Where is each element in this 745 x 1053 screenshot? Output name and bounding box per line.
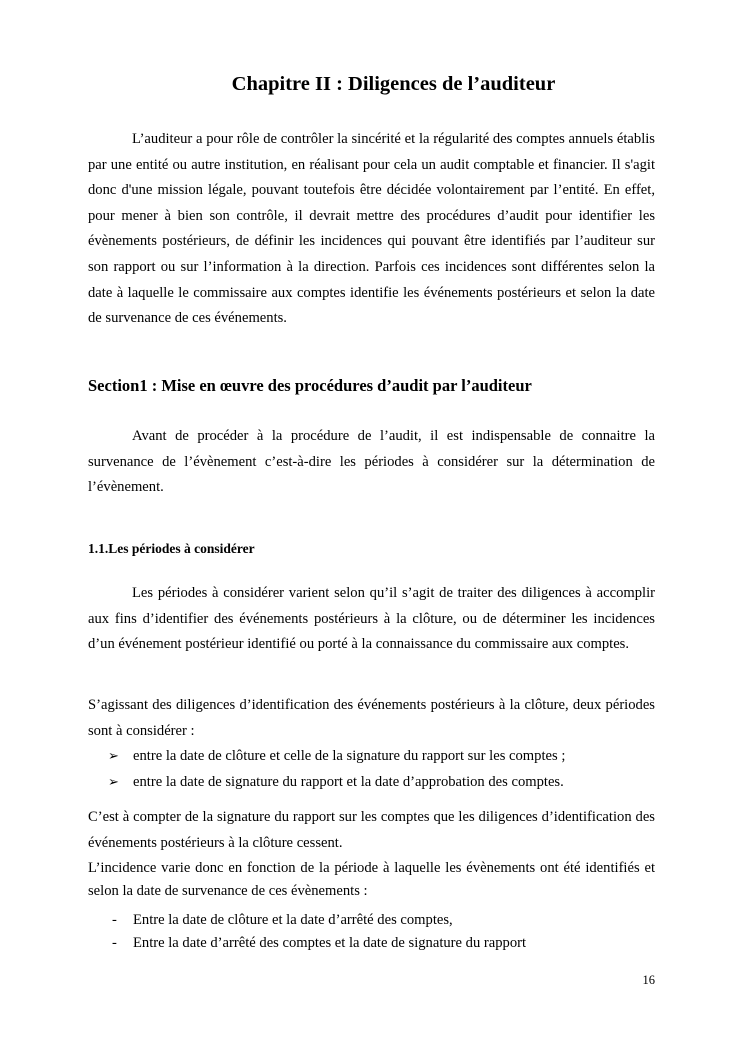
list-item (88, 744, 655, 770)
cessation-paragraph: C’est à compter de la signature du rapport sur les comptes que les diligences d’identification des événements postérieurs à la clôture cessent. (88, 809, 655, 851)
list-item (88, 770, 655, 796)
list-item (88, 909, 655, 932)
chapter-title: Chapitre II : Diligences de l’auditeur (231, 73, 556, 95)
list-item (88, 932, 655, 955)
dash-list (88, 909, 655, 954)
arrow-bullet-icon: ➢ (108, 774, 119, 790)
arrow-list (88, 744, 655, 795)
subsection-heading: 1.1.Les périodes à considérer (88, 541, 255, 556)
dash-bullet-icon: - (112, 912, 117, 928)
list-item-text: Entre la date de clôture et la date d’arrêté des comptes, (133, 912, 453, 928)
arrow-bullet-icon: ➢ (108, 749, 119, 764)
identification-paragraph: S’agissant des diligences d’identification des événements postérieurs à la clôture, deux périodes sont à considérer : (88, 697, 655, 739)
intro-paragraph: L’auditeur a pour rôle de contrôler la sincérité et la régularité des comptes annuels établis par une entité ou autre institution, en réalisant pour cela un audit comptable et financier. Il s'agit donc d'une mission légale, pouvant toutefois être décidée volontairement par l’entité. En effet, pour mener à bien son contrôle, il devrait mettre des procédures d’audit pour identifier les évènements postérieurs, de définir les incidences qui pouvant être identifiés par l’auditeur sur son rapport ou sur l’information à la direction. Parfois ces incidences sont différentes selon la date à laquelle le commissaire aux comptes identifie les événements postérieurs et selon la date de survenance de ces événements. (88, 131, 655, 327)
section-heading: Section1 : Mise en œuvre des procédures d’audit par l’auditeur (88, 376, 532, 395)
incidence-paragraph: L’incidence varie donc en fonction de la période à laquelle les évènements ont été identifiés et selon la date de survenance de ces évènements : (88, 860, 655, 899)
list-item-text: entre la date de clôture et celle de la signature du rapport sur les comptes ; (133, 748, 566, 764)
section-paragraph: Avant de procéder à la procédure de l’audit, il est indispensable de connaitre la survenance de l’évènement c’est-à-dire les périodes à considérer sur la détermination de l’évènement. (88, 428, 655, 496)
list-item-text: entre la date de signature du rapport et la date d’approbation des comptes. (133, 773, 564, 790)
page-number: 16 (642, 973, 655, 987)
list-item-text: Entre la date d’arrêté des comptes et la date de signature du rapport (133, 934, 527, 951)
dash-bullet-icon: - (112, 934, 117, 951)
subsection-paragraph: Les périodes à considérer varient selon qu’il s’agit de traiter des diligences à accomplir aux fins d’identifier des événements postérieurs à la clôture, ou de déterminer les incidences d’un événement postérieur identifié ou porté à la connaissance du commissaire aux comptes. (88, 585, 655, 653)
